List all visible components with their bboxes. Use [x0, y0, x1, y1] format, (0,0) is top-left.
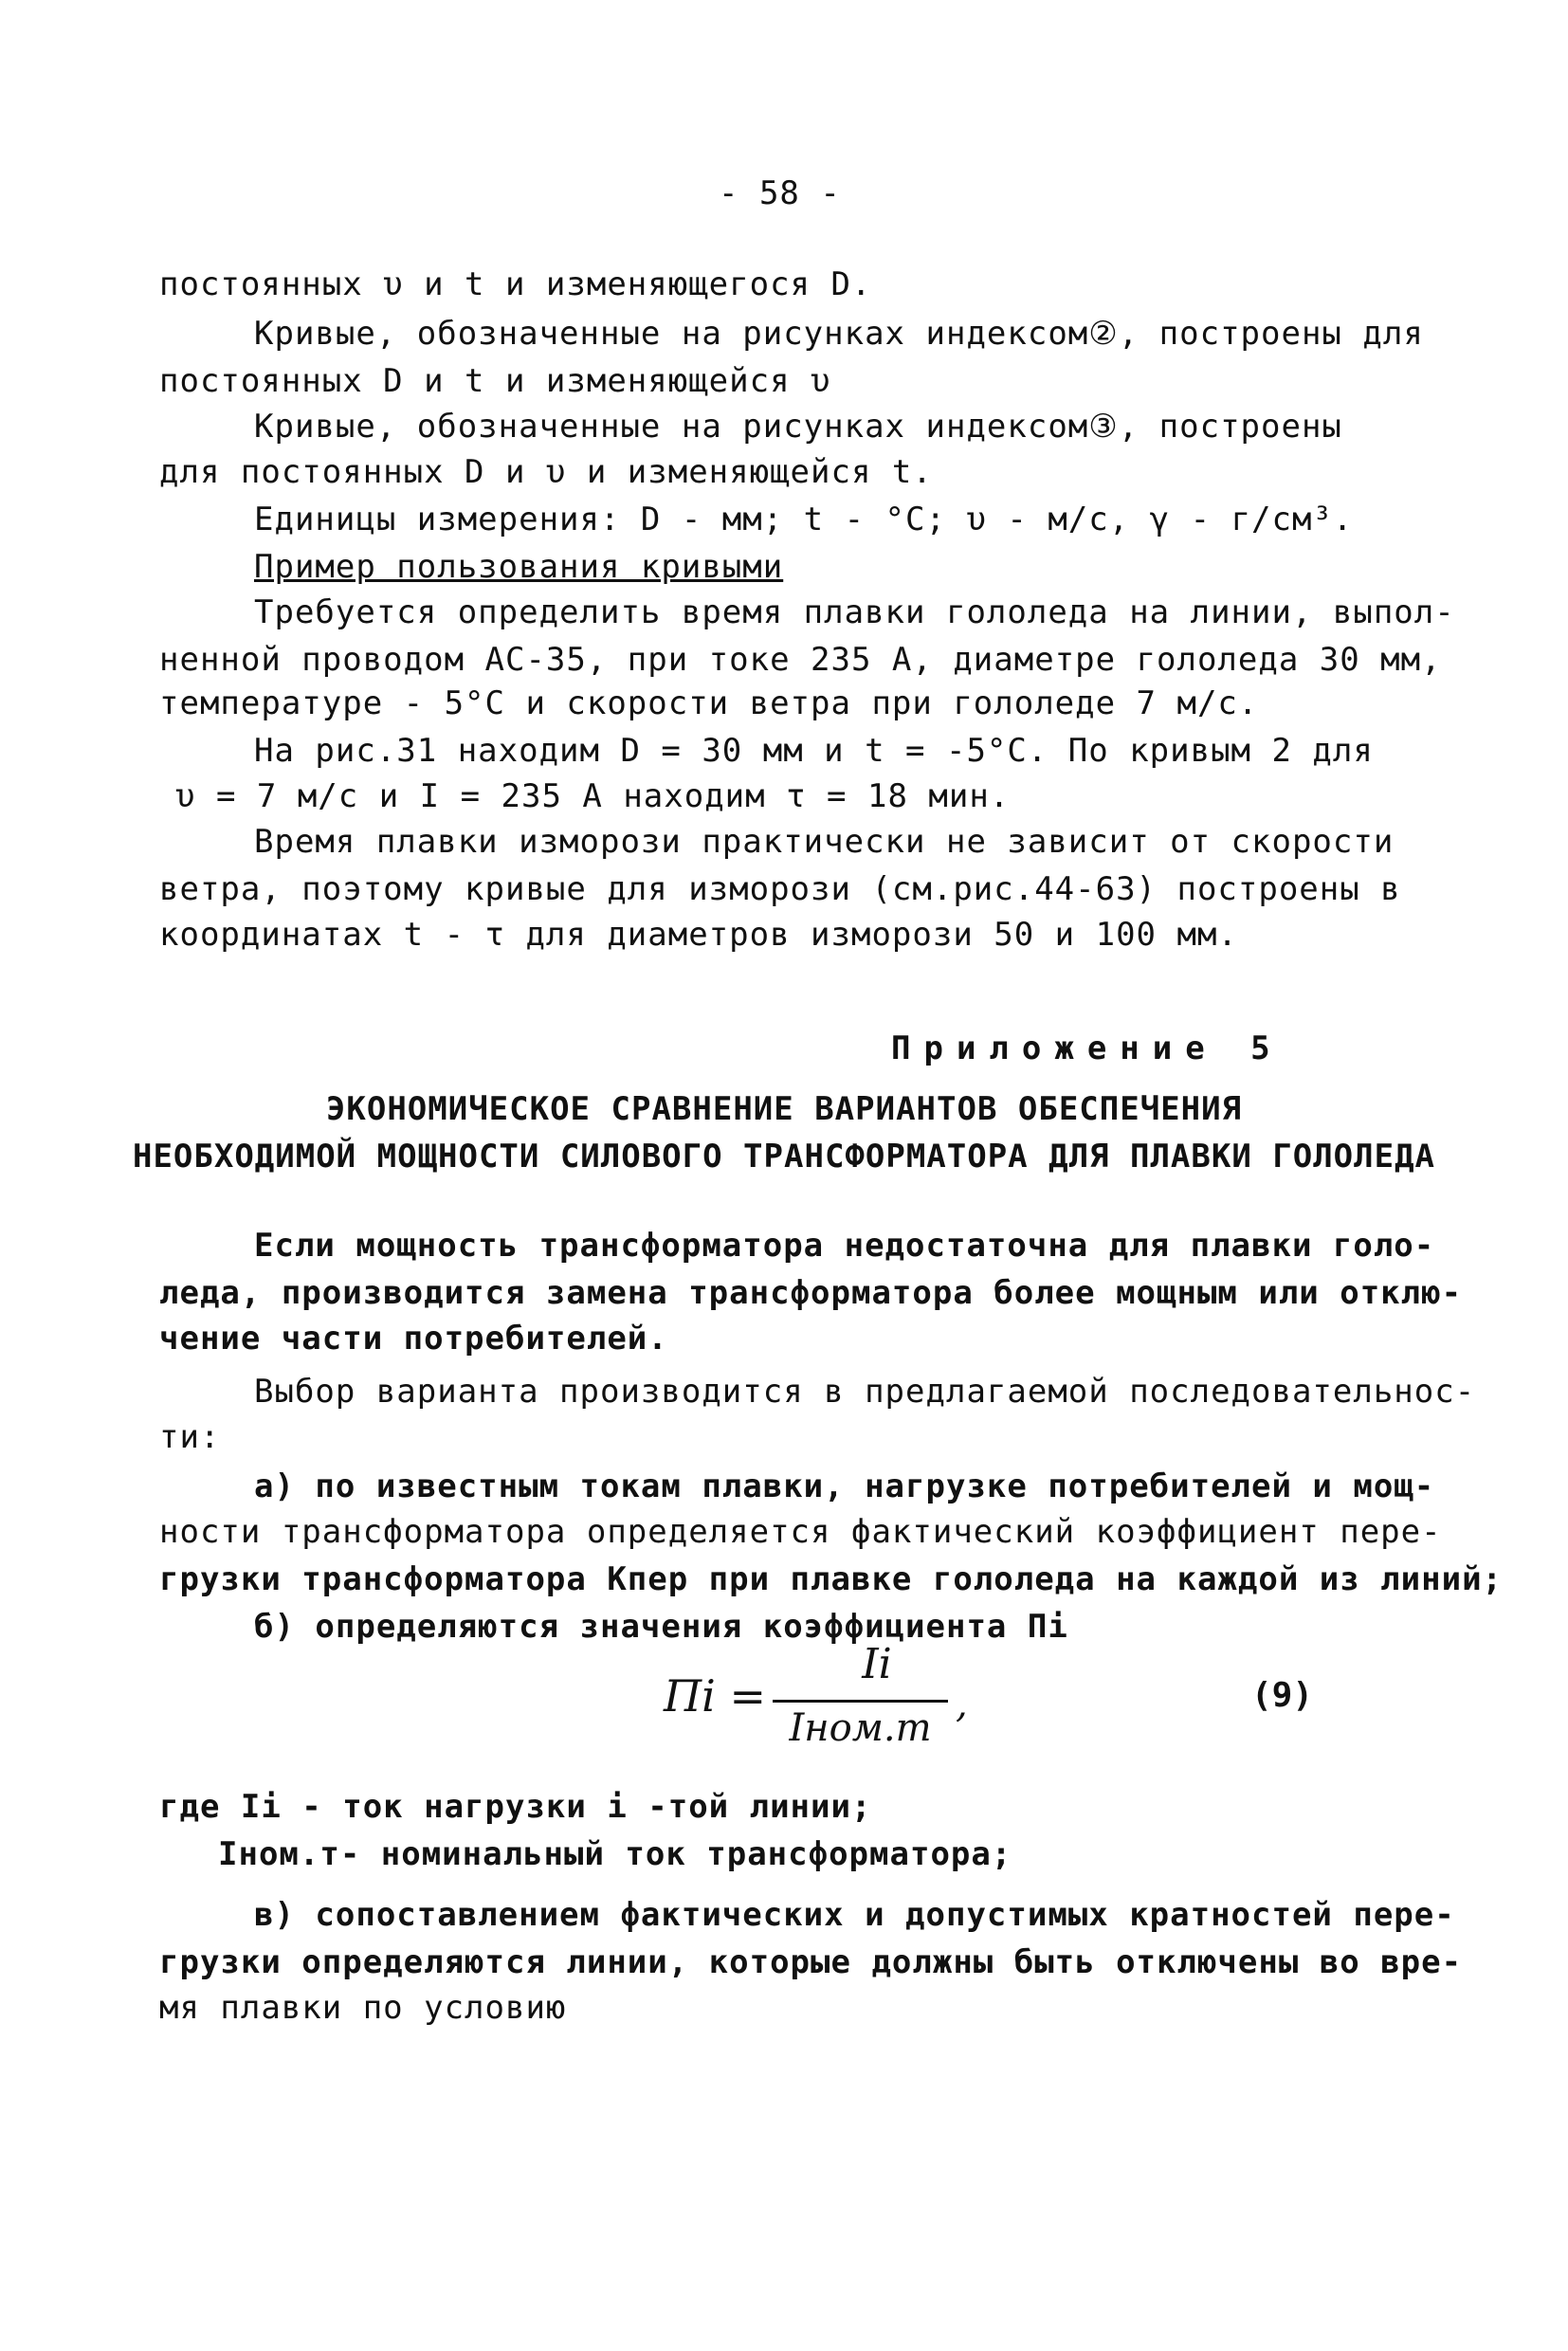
text-line: ности трансформатора определяется фактический коэффициент пере-	[159, 1513, 1442, 1551]
text-line: ти:	[159, 1418, 221, 1456]
page-number: - 58 -	[719, 174, 841, 212]
formula-denominator: Iном.т	[789, 1706, 932, 1750]
formula-numerator: Ii	[862, 1640, 892, 1688]
text-line: Если мощность трансформатора недостаточна для плавки голо-	[254, 1227, 1435, 1265]
text-line: координатах t - τ для диаметров изморози 50 и 100 мм.	[159, 916, 1238, 954]
text-line: где Ii - ток нагрузки i -той линии;	[159, 1788, 872, 1826]
appendix-title-line-1: ЭКОНОМИЧЕСКОЕ СРАВНЕНИЕ ВАРИАНТОВ ОБЕСПЕЧЕНИЯ	[325, 1090, 1243, 1128]
text-line: леда, производится замена трансформатора более мощным или отклю-	[159, 1274, 1463, 1312]
text-line: температуре - 5°С и скорости ветра при гололеде 7 м/с.	[159, 684, 1259, 722]
formula-lhs: Пi =	[664, 1670, 766, 1722]
text-line: для постоянных D и υ и изменяющейся t.	[159, 453, 933, 491]
equation-number: (9)	[1251, 1676, 1314, 1715]
units-line: Единицы измерения: D - мм; t - °C; υ - м/с, γ - г/см³.	[254, 501, 1354, 538]
text-line: Требуется определить время плавки гололеда на линии, выпол-	[254, 593, 1455, 631]
text-line: чение части потребителей.	[159, 1320, 668, 1358]
fraction-bar	[773, 1700, 948, 1703]
formula-9	[664, 1640, 948, 1763]
text-line: Кривые, обозначенные на рисунках индексом②, построены для	[254, 315, 1424, 353]
appendix-label: Приложение 5	[891, 1030, 1284, 1067]
text-line: υ = 7 м/с и I = 235 А находим τ = 18 мин.	[175, 777, 1011, 815]
text-line: грузки трансформатора Kпер при плавке гололеда на каждой из линий;	[159, 1560, 1504, 1598]
text-line: Iном.т- номинальный ток трансформатора;	[218, 1835, 1012, 1873]
text-line: грузки определяются линии, которые должны быть отключены во вре-	[159, 1943, 1463, 1981]
text-line: Выбор варианта производится в предлагаемой последовательнос-	[254, 1373, 1476, 1411]
text-line: ненной проводом АС-35, при токе 235 А, диаметре гололеда 30 мм,	[159, 641, 1442, 679]
text-line: б) определяются значения коэффициента Пi	[254, 1608, 1068, 1646]
text-line: ветра, поэтому кривые для изморози (см.рис.44-63) построены в	[159, 870, 1401, 908]
text-line: Время плавки изморози практически не зависит от скорости	[254, 823, 1395, 861]
text-line: На рис.31 находим D = 30 мм и t = -5°С. По кривым 2 для	[254, 732, 1374, 770]
text-line: мя плавки по условию	[159, 1989, 567, 2027]
text-line: в) сопоставлением фактических и допустимых кратностей пере-	[254, 1896, 1455, 1934]
formula-comma: ,	[956, 1683, 969, 1726]
text-line: Кривые, обозначенные на рисунках индексом③, построены	[254, 408, 1342, 446]
example-title: Пример пользования кривыми	[254, 548, 784, 586]
text-line: постоянных D и t и изменяющейся υ	[159, 362, 831, 400]
text-line: постоянных υ и t и изменяющегося D.	[159, 265, 872, 303]
appendix-title-line-2: НЕОБХОДИМОЙ МОЩНОСТИ СИЛОВОГО ТРАНСФОРМАТОРА ДЛЯ ПЛАВКИ ГОЛОЛЕДА	[132, 1138, 1436, 1176]
text-line: а) по известным токам плавки, нагрузке потребителей и мощ-	[254, 1467, 1435, 1505]
